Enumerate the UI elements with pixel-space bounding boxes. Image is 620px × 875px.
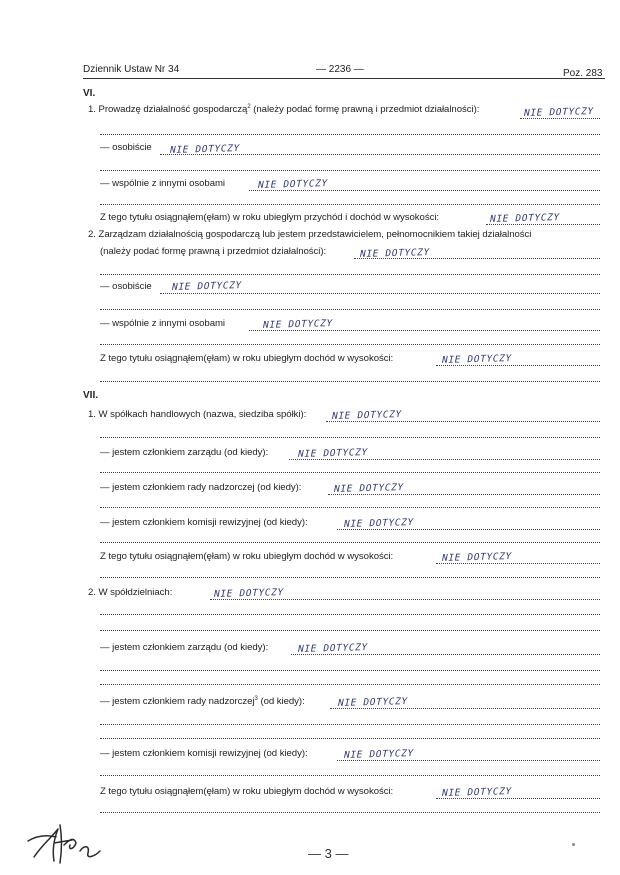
- vi-q1-personally-answer: [170, 139, 240, 157]
- vii-q1-audit-answer-text: NIE DOTYCZY: [342, 517, 415, 530]
- vi-q1-text-after: (należy podać formę prawną i przedmiot działalności):: [250, 104, 480, 116]
- position-number: Poz. 283: [563, 68, 603, 79]
- vii-q2-supervisory-text-after: (od kiedy):: [257, 696, 305, 708]
- vi-q2-income-answer: [442, 349, 512, 367]
- page-range: — 2236 —: [316, 64, 364, 75]
- vi-q2-jointly-answer-text: NIE DOTYCZY: [261, 318, 334, 331]
- page-number: — 3 —: [308, 846, 349, 861]
- vii-q1-question: 1. W spółkach handlowych (nazwa, siedziba spółki):: [88, 409, 307, 420]
- vi-q1-text: 1. Prowadzę działalność gospodarczą: [88, 104, 248, 116]
- vii-q1-audit-label: — jestem członkiem komisji rewizyjnej (od kiedy):: [100, 517, 308, 528]
- blank-line: [100, 204, 600, 205]
- blank-line: [100, 775, 600, 776]
- vi-q2-answer-text: NIE DOTYCZY: [358, 247, 431, 260]
- scan-speck: [572, 843, 575, 846]
- vi-q1-income-label: Z tego tytułu osiągnąłem(ęłam) w roku ubiegłym przychód i dochód w wysokości:: [100, 212, 440, 223]
- vii-q2-supervisory-text: — jestem członkiem rady nadzorczej: [100, 696, 255, 708]
- vi-q1-personally-answer-text: NIE DOTYCZY: [168, 143, 241, 156]
- vi-q2-answer: [360, 243, 430, 261]
- vi-q2-jointly-label: — wspólnie z innymi osobami: [100, 318, 226, 329]
- blank-line: [100, 684, 600, 685]
- vi-q1-jointly-label: — wspólnie z innymi osobami: [100, 178, 226, 189]
- blank-line: [100, 309, 600, 310]
- vii-q1-supervisory-answer-text: NIE DOTYCZY: [332, 482, 405, 495]
- vii-q2-audit-answer: [344, 744, 414, 762]
- journal-title: Dziennik Ustaw Nr 34: [83, 64, 180, 75]
- vii-q1-income-answer: [442, 547, 512, 565]
- vi-q2-income-answer-text: NIE DOTYCZY: [440, 353, 513, 366]
- blank-line: [100, 472, 600, 473]
- vi-q1-question: [88, 104, 479, 115]
- vii-q1-board-label: — jestem członkiem zarządu (od kiedy):: [100, 447, 269, 458]
- vi-q1-income-answer-text: NIE DOTYCZY: [488, 212, 561, 225]
- blank-line: [100, 507, 600, 508]
- blank-line: [100, 170, 600, 171]
- signature: [24, 815, 104, 872]
- signature-scribble-icon: [24, 815, 104, 867]
- vi-q1-answer: [524, 102, 594, 120]
- blank-line: [100, 670, 600, 671]
- vii-q1-answer-text: NIE DOTYCZY: [330, 409, 403, 422]
- vii-q2-supervisory-label: [100, 696, 305, 707]
- vi-q1-income-answer: [490, 208, 560, 226]
- vii-q1-supervisory-label: — jestem członkiem rady nadzorczej (od kiedy):: [100, 482, 302, 493]
- vii-q2-board-answer: [298, 638, 368, 656]
- vii-q1-board-answer: [298, 443, 368, 461]
- vii-q2-question: 2. W spółdzielniach:: [88, 587, 173, 598]
- vii-q1-income-label: Z tego tytułu osiągnąłem(ęłam) w roku ubiegłym dochód w wysokości:: [100, 551, 394, 562]
- vi-q2-question-line2: (należy podać formę prawną i przedmiot działalności):: [100, 246, 327, 257]
- vii-q1-answer: [332, 405, 402, 423]
- blank-line: [100, 542, 600, 543]
- vii-q2-board-label: — jestem członkiem zarządu (od kiedy):: [100, 642, 269, 653]
- blank-line: [100, 724, 600, 725]
- blank-line: [100, 274, 600, 275]
- vii-q2-income-answer-text: NIE DOTYCZY: [440, 786, 513, 799]
- vi-q2-question-line1: 2. Zarządzam działalnością gospodarczą lub jestem przedstawicielem, pełnomocnikiem takiej działalności: [88, 229, 532, 240]
- section-vi-title: VI.: [83, 88, 96, 99]
- vii-q2-income-label: Z tego tytułu osiągnąłem(ęłam) w roku ubiegłym dochód w wysokości:: [100, 786, 394, 797]
- blank-line: [100, 134, 600, 135]
- blank-line: [100, 344, 600, 345]
- vii-q1-board-answer-text: NIE DOTYCZY: [296, 447, 369, 460]
- vii-q2-audit-answer-text: NIE DOTYCZY: [342, 748, 415, 761]
- vii-q2-supervisory-answer-text: NIE DOTYCZY: [336, 696, 409, 709]
- vi-q1-footnote: 2: [247, 104, 251, 110]
- blank-line: [100, 738, 600, 739]
- vi-q2-personally-answer-text: NIE DOTYCZY: [170, 280, 243, 293]
- vii-q2-supervisory-answer: [338, 692, 408, 710]
- vii-q1-supervisory-answer: [334, 478, 404, 496]
- vi-q1-answer-text: NIE DOTYCZY: [522, 106, 595, 119]
- vii-q2-income-answer: [442, 782, 512, 800]
- blank-line: [100, 614, 600, 615]
- blank-line: [100, 437, 600, 438]
- section-vii-title: VII.: [83, 390, 99, 401]
- blank-line: [100, 630, 600, 631]
- vii-q2-answer: [214, 583, 284, 601]
- blank-line: [100, 577, 600, 578]
- vi-q2-income-label: Z tego tytułu osiągnąłem(ęłam) w roku ubiegłym dochód w wysokości:: [100, 353, 394, 364]
- vii-q2-supervisory-footnote: 3: [254, 696, 258, 702]
- vii-q2-audit-label: — jestem członkiem komisji rewizyjnej (od kiedy):: [100, 748, 308, 759]
- vi-q2-personally-label: — osobiście: [100, 281, 152, 292]
- vi-q2-personally-answer: [172, 276, 242, 294]
- header-rule: [83, 78, 605, 79]
- vii-q2-board-answer-text: NIE DOTYCZY: [296, 642, 369, 655]
- vii-q2-answer-text: NIE DOTYCZY: [212, 587, 285, 600]
- vi-q1-jointly-answer: [258, 174, 328, 192]
- blank-line: [100, 381, 600, 382]
- vi-q1-personally-label: — osobiście: [100, 142, 152, 153]
- vi-q1-jointly-answer-text: NIE DOTYCZY: [256, 178, 329, 191]
- vi-q2-jointly-answer: [263, 314, 333, 332]
- blank-line: [100, 812, 600, 813]
- vii-q1-income-answer-text: NIE DOTYCZY: [440, 551, 513, 564]
- vii-q1-audit-answer: [344, 513, 414, 531]
